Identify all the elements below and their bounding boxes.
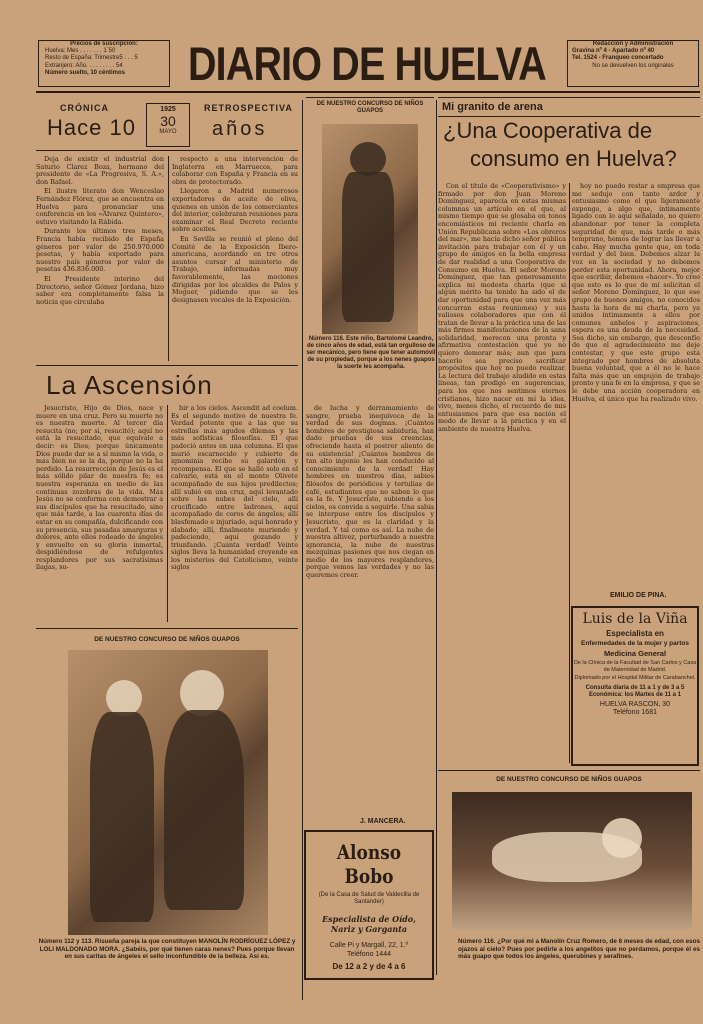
ad-line: De la Clínica de la Facultad de San Carlos y Casa de Maternidad de Madrid. <box>573 660 697 673</box>
column-divider <box>569 183 570 763</box>
ad-line: Medicina General <box>603 649 667 658</box>
cronica-paragraph: El ilustre literato don Wenceslao Fernández Flórez, que se encuentra en Huelva para pronunciar una conferencia en los «Álvarez Quintero», estuvo visitando la Rábida. <box>36 187 164 226</box>
date-month: MAYO <box>159 129 177 135</box>
admin-line: Gravina nº 4 - Apartado nº 40 <box>572 48 655 55</box>
ad-line: Diplomado por el Hospital Militar de Carabanchel. <box>574 675 696 681</box>
ascension-rule-top <box>36 365 298 366</box>
ad-line: Consulta diaria de 11 a 1 y de 3 a 5 <box>585 684 685 691</box>
ad-line: Económica: los Martes de 11 a 1 <box>588 691 682 698</box>
newspaper-title: DIARIO DE HUELVA <box>188 37 546 90</box>
ascension-column-3 <box>306 405 434 815</box>
ad-alonso-bobo <box>304 830 434 980</box>
admin-line: No se devuelven los originales <box>592 62 674 69</box>
photo-figure <box>106 680 142 716</box>
rule <box>36 628 298 629</box>
cronica-paragraph: Llegaron a Madrid numerosos exportadores de aceite de oliva, quienes en unión de los comerciantes del interior, celebraran reuniones para examinar el Real Decreto reciente sobre aceites. <box>172 187 298 234</box>
ascension-column-1 <box>36 405 163 622</box>
admin-line: Tel. 1524 - Franqueo concertado <box>572 55 664 62</box>
photo-figure <box>164 710 244 910</box>
cooperativa-column-1 <box>438 183 566 763</box>
cooperativa-text: hoy no puedo restar a empresa que me sedujo con tanto ardor y entusiasmo como el que ligeramente expongo, a algo que, íntimamente ligado con lo aquí señalado, no quiero abandonar por tener la completa seguridad de que, más tarde o más temprano, hemos de lograr las llevar a cabo. Hay mucha gente que, en toda verdad y del bien. Debemos alzar la voz en la sociedad y no debemos perder esta oportunidad. Ahora, mejor que escribir, debemos «hacer». Yo creo que esto es lo que de mí solicitan el señor Moreno Domínguez, lo que ese grupo de buenos amigos, no conocidos hasta la hora de mi charla, pero ya unidos íntimamente a ellos por comunes anhelos y aspiraciones, espera es una deuda de la necesidad. Sea dicho, sin embargo, que desconfío de que el agradecimiento me deje contestar, y que este grupo está integrado por hombres de absoluta buena voluntad, que a él no le hace falta más que un empujón de trabajo pronto y una fe en la empresa, y que se le debe una acción cooperadora en Huelva, el único que ha realizado vivo. <box>572 183 700 403</box>
prices-line: Huelva: Mes . . . . . . . 1´50 <box>45 48 116 55</box>
ascension-column-2 <box>171 405 298 622</box>
date-year: 1925 <box>160 106 176 113</box>
photo-figure <box>342 172 394 322</box>
column-divider <box>167 405 168 622</box>
children-photo <box>68 650 268 935</box>
ascension-signature: J. MANCERA. <box>360 818 406 825</box>
prices-line: Extranjero: Año. . . . . . . . . 54 <box>45 62 123 69</box>
subscription-prices-box <box>38 40 170 87</box>
ad-line: Especialista en <box>606 629 664 638</box>
ascension-text: Jesucristo, Hijo de Dios, nace y muere en una cruz. Pero su muerte no es nuestra muerte. Al tercer día resucita (no; por sí, resucitó); aquí no está la resucitado, que equivale a decir: es Dios; porque únicamente Dios puede dar se a sí mismo la vida, o más bien no se la da, porque no la ha perdido. La resurrección de Jesús es el más sólido pilar de nuestra fe; es nuestra esperanza en medio de las continuas zozobras de la vida. Más Jesús no se conforma con demostrar a sus discípulos que ha resucitado, sino que más tarde, a las cuarenta días de estar en su compañía, dulcificando con su presencia, sus pasadas amarguras y dolores, ante ellos rodeado de ángeles y envuelto en su gloria inmortal, despidiéndose de refulgentes resplandores por sus sacratísimas llagas, su- <box>36 405 163 572</box>
concurso-heading: DE NUESTRO CONCURSO DE NIÑOS GUAPOS <box>316 101 424 114</box>
child-photo <box>322 124 418 334</box>
photo-figure <box>350 142 386 176</box>
prices-heading: Precios de suscripción: <box>70 41 138 47</box>
ad-line: Enfermedades de la mujer y partos <box>580 640 689 647</box>
cronica-paragraph: El Presidente interino del Directorio, señor Gómez Jordana, hizo saber era completamente falsa la noticia que circulaba <box>36 274 164 306</box>
administration-box <box>567 40 699 87</box>
concurso-heading: DE NUESTRO CONCURSO DE NIÑOS GUAPOS <box>496 776 642 783</box>
cronica-column-1 <box>36 156 164 361</box>
prices-line: Resto de España: Trimestre5 . . . 5 <box>45 55 138 62</box>
admin-heading: Redacción y Administración <box>592 41 674 47</box>
ad-address: Calle Pi y Margall, 22, 1.º <box>329 942 409 949</box>
cooperativa-title-1: ¿Una Cooperativa de <box>443 118 653 143</box>
ascension-text: de lucha y derramamiento de sangre, prueba inequívoca de la verdad de sus dogmas. ¡Cuántos hombres de prestigiosa sabiduría, han dado pruebas de sus creencias, ofreciendo hasta el postrer aliento de su existencia! ¡Cuántos hombres de tan alto ingenio les han conducido al conocimiento de la verdad! Hay hombres en nuestros días, sabios filósofos de periódicos y tertulias de café, estudiantes que no saben lo que es la fe. Y Jesucristo, subiendo a los cielos, os convida a seguirle. Una sabia se interpuso entre los discípulos y Jesucristo, que es la claridad y la verdad. Y tal como es así. La nube de nuestra altivez, perturbando a nuestra ignorancia, la nube de nuestras mezquinas pasiones que nos ciegan en medio de los mayores resplandores, porque vemos las verdades y no las queremos creer. <box>306 405 434 580</box>
concurso-caption: Número 112 y 113. Risueña pareja la que constituyen MANOLÍN RODRÍGUEZ LÓPEZ y LOLI MALDONADO MORA. ¿Sabéis, por qué tienen caras nenes? Pues porque llevan en sus caritas de ángeles el sello inconfundible de la belleza. Así es. <box>38 938 296 960</box>
cooperativa-kicker: Mi granito de arena <box>442 101 543 113</box>
cronica-title: Hace 10 <box>47 115 136 140</box>
cronica-paragraph: En Sevilla se reunió el pleno del Comité de la Exposición Ibero-americana, acordando en tre otros asuntos cursar al ministerio de Trabajo, informadas muy favorablemente, las mociones dirigidas por los alcaldes de Palos y Moguer, pidiendo que se les designasen vocales de la Exposición. <box>172 234 298 304</box>
page-divider <box>436 100 437 975</box>
cooperativa-column-2 <box>572 183 700 588</box>
cooperativa-title-2: consumo en Huelva? <box>470 146 677 171</box>
prices-line: Número suelto, 10 céntimos <box>45 69 126 76</box>
ad-address: HUELVA RASCON, 30 <box>599 700 671 708</box>
cooperativa-signature: EMILIO DE PINA. <box>610 592 667 599</box>
cronica-paragraph: Durante los últimos tres meses, Francia había recibido de España géneros por valor de 250.970.000 pesetas, y había exportado para nuestro país géneros por valor de pesetas 436.836.000. <box>36 227 164 274</box>
ad-doctor-name: Luis de la Viña <box>582 611 688 627</box>
masthead-rule <box>36 91 700 93</box>
rule <box>438 116 700 117</box>
baby-photo <box>452 792 692 930</box>
ad-specialty: Especialista de Oído, Nariz y Garganta <box>322 914 416 934</box>
rule <box>306 97 434 98</box>
ad-hours: De 12 a 2 y de 4 a 6 <box>332 962 406 971</box>
ascension-text: bir a los cielos. Ascendit ad coelum. Es el segundo motivo de nuestra fe. Verdad potente que a las que su estrellas más agudos dilemas y las más sofísticas filosofías. El que padeció antes en una columna. El que murió escarnecido y cubierto de ignominia recibe su galardón y recompensa. El que se halló solo en el calvario, está en el monte Olivete acompañado de sus hijos predilectos; allí subió en una cruz, aquí levantado sobre las nubes del cielo, allí crucificado entre ladrones, aquí acompañado de coros de ángeles; allí blasfemado e injuriado, aquí honrado y alabado; allí, finalmente muriendo y padeciendo, aquí gozando y triunfando. ¡Cuánta verdad! Veinte siglos lleva la humanidad creyendo en los misterios del Catolicismo, veinte siglos <box>171 405 298 572</box>
concurso-caption: Número 116. Este niño, Bartolomé Leandro, de cinco años de edad, está tan orgulloso de ser mecánico, pero tiene que tener automóvil de su propiedad, porque a los nenes guapos la suerte les acompaña. <box>306 336 436 370</box>
cronica-rule <box>36 150 298 151</box>
ad-doctor-name: Alonso Bobo <box>336 840 402 888</box>
rule <box>438 97 700 98</box>
concurso-heading: DE NUESTRO CONCURSO DE NIÑOS GUAPOS <box>94 636 240 643</box>
cronica-kicker: CRÓNICA <box>60 103 109 113</box>
ad-line: (De la Casa de Salud de Valdecilla de Santander) <box>318 892 420 905</box>
photo-figure <box>602 818 642 858</box>
ascension-title: La Ascensión <box>46 370 213 400</box>
cooperativa-text: Con el título de «Cooperativismo» y firmado por don Juan Moreno Domínguez, aparecía en estas mismas columnas un artículo en el que, al mismo tiempo que se glosaba en tonos encomiásticos mi reciente charla en Unión Republicana sobre «Los obreros del mar», me hacía dicho señor pública invitación para trabajar con él y un grupo de amigos en la bella empresa de dar realidad a una Cooperativa de Consumo en Huelva. El señor Moreno Domínguez, que tan generosamente explica mi modesta charla (que si algún mérito ha tenido ha sido el de dar oportunidad para que una vez más concurran estas reuniones) y sus valiosos colaboradores que con él tratan de llevar a la práctica una de las más firmes manifestaciones de la sana solidaridad, merecen una pronta y afirmativa contestación que yo no quiero demorar más; aun que para hacerlo sea preciso sacrificar propósitos que hoy no puedo realizar. La lectura del trabajo aludido en estas líneas, tan prodigo en sugerencias, para los que nos sentimos eternos cristianos, hizo nacer en mí la idea, vivo, menos dicho, el recuerdo de mis entusiasmos para que esa nación el modo de llevar a la práctica y en el ambiente de nuestra Huelva. <box>438 183 566 433</box>
cronica-paragraph: Deja de existir el industrial don Saturio Clarez Boza, hermano del presidente de «La Progresiva, S. A.», don Rafael. <box>36 156 164 186</box>
ad-luis-de-la-vina <box>571 606 699 766</box>
cronica-title-2: años <box>212 118 268 140</box>
cronica-kicker-2: RETROSPECTIVA <box>204 103 293 113</box>
cronica-date-box <box>146 103 190 147</box>
date-day: 30 <box>160 113 176 129</box>
rule <box>438 770 700 771</box>
column-divider <box>168 156 169 361</box>
photo-figure <box>90 712 154 922</box>
cronica-paragraph: respecto a una intervención de Inglaterra en Marruecos, para colaborar con España y Francia en su obra de protectorado. <box>172 156 298 186</box>
concurso-caption: Número 116. ¿Por qué mi a Manolín Cruz Romero, de 6 meses de edad, con esos ojazos al cielo? Pues por pedirle a los angelitos que no perdamos, porque él es más guapo que todos los ángeles, querubines y serafines. <box>458 938 700 960</box>
ad-phone: Teléfono 1681 <box>613 708 657 716</box>
ad-phone: Teléfono 1444 <box>347 951 391 958</box>
page-divider <box>302 100 303 1000</box>
cronica-column-2 <box>172 156 298 361</box>
